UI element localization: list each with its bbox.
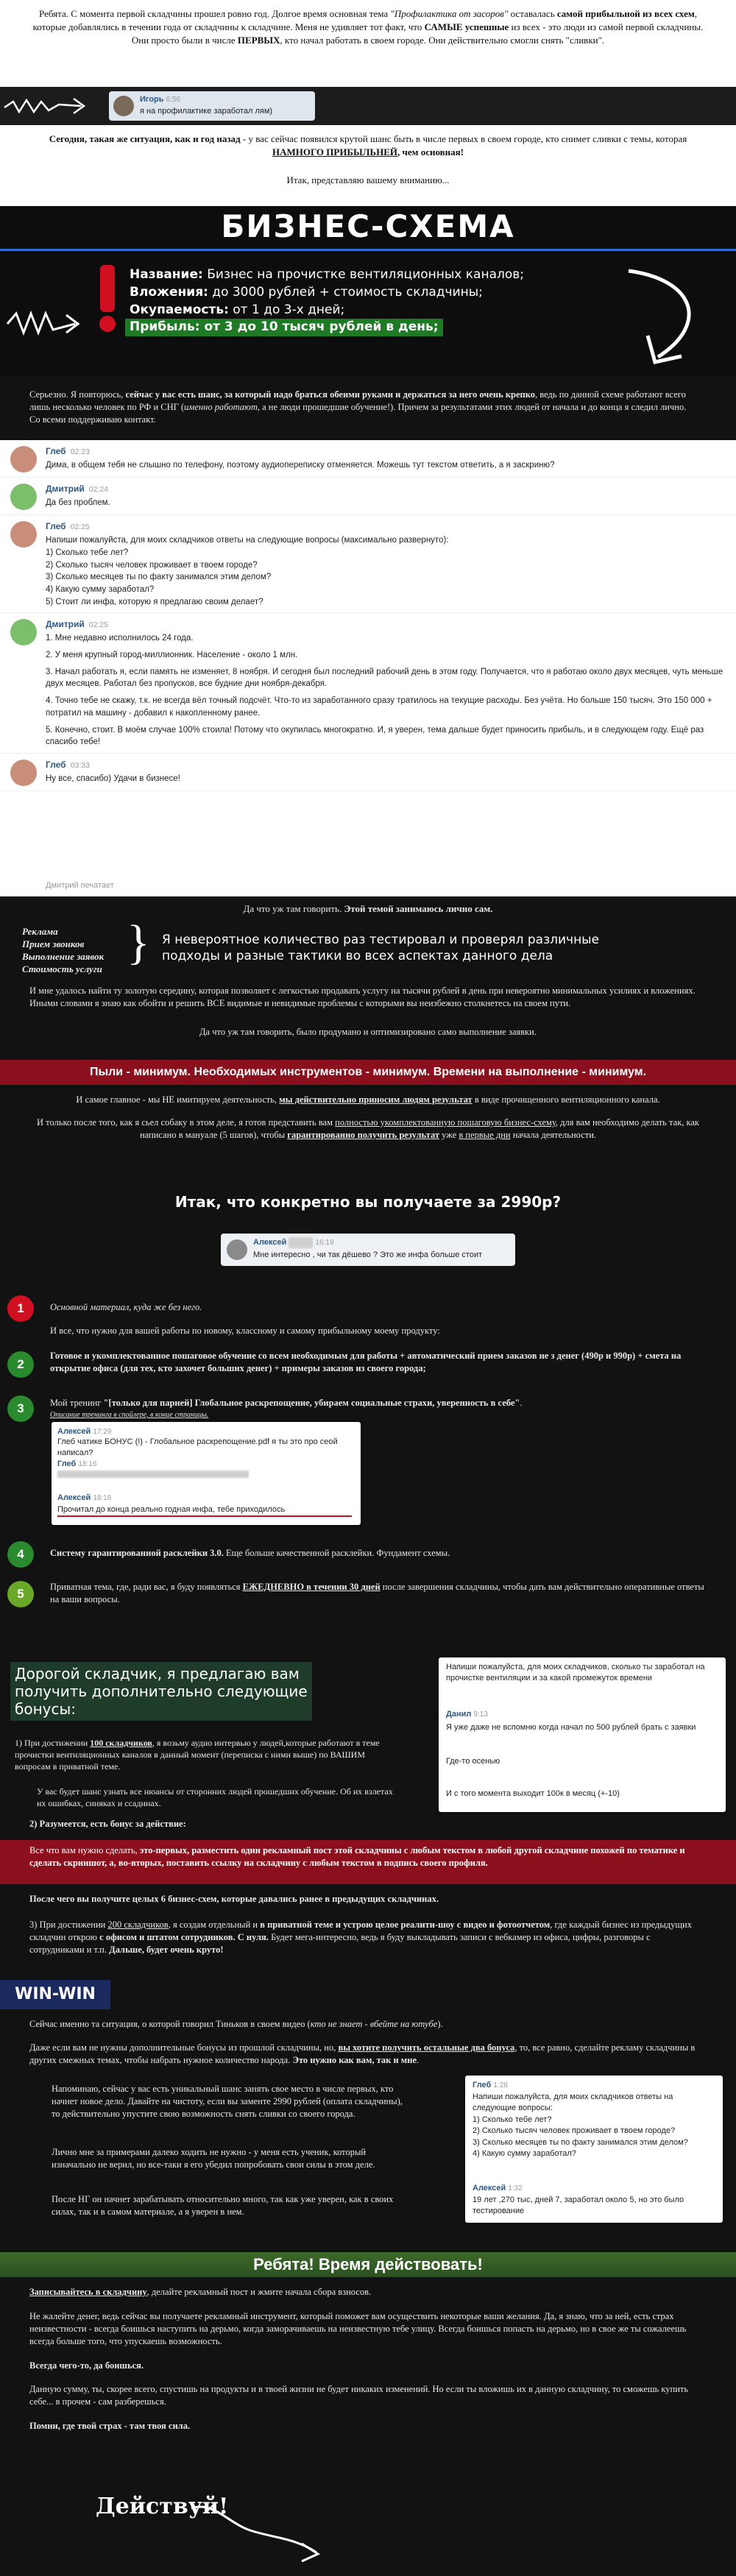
message-time: 1:28: [493, 2081, 508, 2090]
intro-text: оставалась: [508, 8, 557, 19]
message-line: Ну все, спасибо) Удачи в бизнесе!: [46, 774, 180, 784]
bonus-bold: 100 складчиков: [90, 1738, 152, 1748]
item-note: Описание тренинга в спойлере, в конце страницы.: [50, 1411, 209, 1419]
offer-section: [0, 1178, 736, 1295]
after-red-text: Будет мега-интересно, ведь я буду выкладывать записи с вебкамер из офиса, цифры, разговоры с сотрудниками и т.п.: [29, 1931, 651, 1955]
winwin-p2: [29, 2042, 707, 2067]
curved-arrow-icon: [606, 265, 717, 375]
offer-title: Итак, что конкретно вы получаете за 2990р?: [174, 1193, 562, 1211]
action-p1: [29, 2286, 707, 2299]
winwin-text: , то, все равно, сделайте рекламу складчины в других смежных темах, чтобы набрать нужное количество народа.: [29, 2042, 696, 2065]
after-red-bold: Дальше, будет очень круто!: [109, 1944, 224, 1955]
testimonial-screenshot: [52, 1422, 361, 1525]
main-point-paragraph: [29, 1117, 707, 1142]
item-text: Основной материал, куда же без него.: [50, 1302, 202, 1312]
winwin-text: Напоминаю, сейчас у вас есть уникальный шанс занять свое место в числе первых, кто начнет новое дело. Давайте на чистоту, если вы заменте 2990 рублей (оплата складчины), то действительно упустите свою возможность снять сливки со своего города.: [52, 2084, 403, 2119]
item-bold: Систему гарантированной расклейки 3.0.: [50, 1548, 224, 1558]
item-text: Готовое и укомплектованное пошаговое обучение со всем необходимым для работы + автоматический прием заказов не з денег (490р и 990р) + смета на открытие офиса (для тех, кто захочет больших денег) + примеры заказов из своего города;: [50, 1351, 682, 1373]
message-line: Да без проблем.: [46, 498, 110, 508]
item-text-part: Мой тренинг: [50, 1398, 104, 1408]
message-text: Мне интересно , чи так дёшево ? Это же инфа больше стоит: [253, 1250, 483, 1259]
red-action-banner: [0, 1840, 736, 1884]
main-point-paragraph: [29, 1094, 707, 1106]
scheme-value: Бизнес на прочистке вентиляционных каналов;: [202, 267, 524, 282]
dust-banner: Пыли - минимум. Необходимых инструментов - минимум. Времени на выполнение - минимум.: [0, 1060, 736, 1085]
after-red-text: 3) При достижении: [29, 1919, 108, 1930]
message-author: Глеб: [46, 759, 66, 770]
message-time: 03:33: [70, 760, 90, 770]
message-author: Глеб: [57, 1459, 77, 1468]
winwin-bold: Это нужно как вам, так и мне: [292, 2054, 417, 2065]
scheme-label: Прибыль:: [130, 319, 200, 335]
item-text: [50, 1581, 712, 1606]
message-text: 19 лет ,270 тыс, дней 7, заработал около 5, но это было тестирование: [473, 2195, 684, 2216]
winwin-section: [0, 1980, 736, 2252]
message-author: Алексей: [57, 1427, 91, 1436]
intro2-bold: НАМНОГО ПРИБЫЛЬНЕЙ: [272, 146, 397, 158]
activity-item: Прием звонков: [22, 938, 85, 949]
message-line: 3) Сколько месяцев ты по факту занимался этим делом?: [46, 573, 272, 582]
typing-indicator: Дмитрий печатает: [46, 881, 114, 890]
item-number-2: 2: [7, 1351, 34, 1378]
profit-highlight: [125, 319, 443, 336]
intro-bold: ПЕРВЫХ: [237, 35, 280, 46]
intro-paragraph: [29, 7, 707, 48]
avatar: [227, 1239, 247, 1260]
message-text: я на профилактике заработал лям): [140, 107, 273, 116]
message-line: Дима, в общем тебя не слышно по телефону, поэтому аудиопереписку отменяется. Можешь тут текстом ответить, а я заскриню?: [46, 461, 555, 470]
message-author: Алексей: [473, 2184, 506, 2193]
item-number-1: 1: [7, 1295, 34, 1322]
activity-list: [22, 926, 104, 976]
winwin-text: После НГ он начнет зарабатывать относительно много, так как уже уверен, как в своих силах, так и в самом материале, а я уверен в нем.: [52, 2194, 394, 2217]
intro-text: Ребята. С момента первой складчины прошел ровно год. Долгое время основная тема: [39, 8, 391, 19]
items-section: [0, 1295, 736, 1656]
message-time: 17:29: [93, 1428, 112, 1436]
message-text: И с того момента выходит 100к в месяц (+-10): [446, 1789, 620, 1798]
avatar: [10, 484, 37, 510]
scheme-value: от 3 до 10 тысяч рублей в день;: [199, 319, 439, 335]
winwin-p1: [29, 2018, 707, 2031]
swoosh-arrow-icon: [184, 2494, 331, 2567]
intro2-paragraph: [29, 132, 707, 159]
intro2-text: - у вас сейчас появился крутой шанс быть в числе первых в своем городе, кто снимет сливки с темы, которая: [240, 133, 687, 144]
scheme-value: до 3000 рублей + стоимость складчины;: [208, 284, 483, 300]
serious-text: , а не люди прошедшие обучение!). Причем за результатами этих людей от начала и до конца я следил лично.: [257, 401, 687, 412]
winwin-text: Даже если вам не нужны дополнительные бонусы из прошлой складчины, но,: [29, 2042, 339, 2053]
main-text: И только после того, как я сьел собаку в этом деле, я готов представить вам: [37, 1117, 336, 1128]
after-red-text: После чего вы получите целых 6 бизнес-схем, которые давались ранее в предыдущих складчинах.: [29, 1894, 439, 1904]
winwin-text: Лично мне за примерами далеко ходить не нужно - у меня есть ученик, который изначально не верил, но все-таки я его убедил попробовать свои силы в этом деле.: [52, 2147, 375, 2170]
action-text: Данную сумму, ты, скорее всего, спустишь на продукты и в твоей жизни не будет никаких изменений. Но если ты вложишь их в данную складчину, то сможешь купить себе... в прочем - сам разберешься.: [29, 2384, 689, 2407]
after-red-section: [0, 1893, 736, 1974]
scheme-section: [0, 206, 736, 375]
message-line: 1. Мне недавно исполнилось 24 года.: [46, 634, 194, 643]
personal-paragraph: Да что уж там говорить, было продумано и оптимизировано само выполнение заявки.: [199, 1027, 537, 1037]
activity-item: Реклама: [22, 926, 58, 937]
message-line: 2. У меня крупный город-миллионник. Население - около 1 млн.: [46, 651, 298, 660]
intro-section: [0, 0, 736, 206]
message-time: 1:32: [508, 2184, 523, 2193]
message-lines: [473, 2092, 715, 2159]
banner-text: Все что вам нужно сделать,: [29, 1845, 140, 1855]
item-number-5: 5: [7, 1581, 34, 1607]
message-text: Прочитал до конца реально годная инфа, тебе приходилось: [57, 1504, 352, 1517]
chat-message: [0, 440, 736, 478]
after-red-underline: 200 складчиков: [107, 1919, 169, 1930]
intro-text: , которые добавлялись в течении года от складчины к складчине. Меня не удивляет тот факт, что: [32, 8, 697, 33]
intro-text: из всех - это люди из самой первой складчины. Они просто были в числе: [131, 21, 704, 46]
avatar: [10, 521, 37, 548]
bonus-section: [0, 1656, 736, 1831]
message-line: 5) Стоит ли инфа, которую я предлагаю своим делает?: [46, 597, 263, 606]
activity-item: Выполнение заявок: [22, 950, 105, 962]
serious-contact: Со всеми поддерживаю контакт.: [29, 414, 156, 425]
after-red-bold: с офисом и штатом сотрудников. С нуля.: [99, 1931, 269, 1942]
main-text: начала деятельности.: [510, 1129, 597, 1140]
intro2-bold: , чем основная!: [397, 146, 464, 158]
scheme-label: Окупаемость:: [130, 302, 229, 317]
message-time: 16:19: [315, 1239, 334, 1247]
message-time: 02:25: [70, 523, 90, 531]
after-red-bold: в приватной теме и устрою целое реалити-шоу с видео и фотоотчетом: [260, 1919, 551, 1930]
serious-italic: именно работают: [184, 401, 258, 412]
intro-text: , кто начал работать в своем городе. Они действительно смогли снять "сливки".: [280, 35, 605, 46]
intro-topic: "Профилактика от засоров": [390, 8, 509, 19]
personal-line: [74, 902, 662, 916]
scribble-arrow-icon: [0, 87, 103, 125]
message-time: 6:56: [166, 96, 181, 104]
item-text: И все, что нужно для вашей работы по новому, классному и самому прибыльному моему продукту:: [50, 1326, 440, 1336]
message-author: Алексей: [253, 1238, 287, 1247]
message-text: Напиши пожалуйста, для моих складчиков, сколько ты заработал на прочистке вентиляции и за какой промежуток времени: [446, 1663, 705, 1683]
chat-messages: [0, 440, 736, 791]
quote-strip: [0, 87, 736, 125]
message-time: 02:23: [70, 447, 90, 456]
action-text: , делайте рекламный пост и жмите начала сбора взносов.: [146, 2287, 372, 2297]
personal-paragraph: И мне удалось найти ту золотую середину, которая позволяет с легкостью продавать услугу на тысячи рублей в день при невероятно минимальных усилиях и вложениях. Иными словами я знаю как обойти и решить ВСЕ видимые и невидимые проблемы с которыми вы неизбежно столкнетесь на своем пути.: [29, 986, 696, 1008]
intro2-lead: Итак, представляю вашему вниманию...: [286, 174, 450, 185]
blurred-surname: [289, 1237, 313, 1248]
item-number-4: 4: [7, 1541, 34, 1568]
serious-bold: сейчас у вас есть шанс, за который надо браться обеими руками и держаться за него очень крепко: [125, 389, 536, 400]
action-bold: Записывайтесь в складчину: [29, 2287, 147, 2297]
item-text: [50, 1397, 712, 1409]
avatar: [10, 446, 37, 473]
message-line: 1) Сколько тебе лет?: [46, 548, 129, 557]
main-underline: в первые дни: [459, 1129, 511, 1140]
serious-paragraph: [29, 389, 707, 414]
message-author: Дмитрий: [46, 484, 85, 494]
item-bold: "[только для парней] Глобальное раскрепощение, убираем социальные страхи, уверенность в себе": [103, 1398, 520, 1408]
bonus-action-lead: 2) Разумеется, есть бонус за действие:: [29, 1819, 186, 1829]
message-text: Где-то осенью: [446, 1757, 500, 1766]
main-text: И самое главное - мы НЕ имитируем деятельность,: [76, 1094, 280, 1105]
scheme-title: БИЗНЕС-СХЕМА: [221, 208, 515, 244]
chat-log: [0, 440, 736, 896]
message-author: Глеб: [473, 2081, 492, 2090]
winwin-screenshot: [465, 2076, 723, 2223]
bonus-text: У вас будет шанс узнать все нюансы от сторонних людей прошедших обучение. Об их взлетах их ошибках, синяках и ссадинах.: [37, 1786, 393, 1809]
bonus-text: , я возьму аудио интервью у людей,которые работают в теме прочистки вентиляционных каналов в данный момент (переписка с ними выше) по ВАШИМ вопросам в приватной теме.: [15, 1738, 380, 1772]
message-body: [46, 632, 736, 748]
item-text: [50, 1547, 450, 1560]
bonus-text: 1) При достижении: [15, 1738, 91, 1748]
item-number-3: 3: [7, 1395, 34, 1422]
message-line: 2) Сколько тысяч человек проживает в твоем городе?: [46, 560, 258, 570]
action-section: [0, 2286, 736, 2576]
bonus-1: [15, 1737, 397, 1773]
winwin-title: WIN-WIN: [0, 1980, 110, 2009]
main-underline: полностью укомплектованную пошаговую бизнес-схему: [335, 1117, 556, 1128]
message-body: [46, 773, 736, 785]
message-time: 02:25: [88, 620, 109, 630]
message-text: Я уже даже не вспомню когда начал по 500 рублей брать с заявки: [446, 1723, 696, 1732]
main-text: , для вам необходимо делать так, как написано в мануале (5 шагов), чтобы: [139, 1117, 699, 1140]
message-body: [46, 459, 736, 472]
final-call: Действуй!: [96, 2494, 229, 2519]
scheme-label: Вложения:: [130, 284, 208, 300]
message-line: 3. Начал работать я, если память не изменяет, 8 ноября. И сегодня был последний рабочий день в этом году. Получается, что я работаю около двух месяцев, чуть меньше двух месяцев. Работал без пропусков, все будние дни ноября-декабря.: [46, 667, 723, 689]
chat-message: [0, 613, 736, 754]
personal-text: Да что уж там говорить.: [243, 903, 344, 914]
message-time: 9:13: [473, 1710, 488, 1719]
item-text-part: .: [520, 1398, 523, 1408]
item-text-part: Еще больше качественной расклейки. Фундамент схемы.: [223, 1548, 450, 1558]
bonus-title: Дорогой складчик, я предлагаю вам получить дополнительно следующие бонусы:: [10, 1662, 312, 1721]
chat-message: [0, 478, 736, 515]
tested-statement: Я невероятное количество раз тестировал и проверял различные подходы и разные тактики во всех аспектах данного дела: [162, 933, 600, 964]
personal-bold: Этой темой занимаюсь лично сам.: [344, 903, 493, 914]
intro2-bold: Сегодня, такая же ситуация, как и год назад: [49, 133, 241, 144]
scheme-divider: [0, 249, 736, 251]
zigzag-arrow-icon: [4, 294, 85, 353]
serious-section: [0, 375, 736, 434]
message-time: 18:16: [93, 1494, 112, 1502]
activity-item: Стоимость услуги: [22, 963, 102, 974]
message-author: Алексей: [57, 1493, 91, 1502]
message-time: 02:24: [88, 485, 109, 494]
scheme-value: от 1 до 3-х дней;: [228, 302, 345, 317]
bonus-3: [29, 1919, 707, 1956]
message-text: Глеб чатике БОНУС (!) - Глобальное раскрепощение.pdf я ты это про сеой написал?: [57, 1437, 338, 1457]
message-body: [46, 534, 736, 608]
after-red-text: , я создам отдельный и: [168, 1919, 261, 1930]
main-text: в виде прочищенного вентиляционного канала.: [472, 1094, 660, 1105]
action-text: Не жалейте денег, ведь сейчас вы получаете рекламный инструмент, который поможет вам осуществить некоторые ваши желания. Да, я знаю, что за ней, есть страх неизвестности - всегда боишься наступить на дерьмо, когда заморачиваешь на неизвестную тебе улицу. Всегда боишься попасть на дерьмо, но в свое же ты сожалеешь всегда больше того, что упускаешь возможность.: [29, 2310, 687, 2346]
message-line: 5. Конечно, стоит. В моём случае 100% стоила! Потому что окупилась многократно. И, я уверен, тема дальше будет приносить прибыль, и в следующем году. Ещё раз спасибо тебе!: [46, 725, 704, 747]
chat-message: [0, 754, 736, 791]
message-text: 1) Сколько тебе лет?: [473, 2115, 552, 2124]
main-text: уже: [439, 1129, 459, 1140]
offer-message: [221, 1234, 515, 1266]
exclamation-icon: [85, 262, 130, 336]
action-text: Всегда чего-то, да боишься.: [29, 2360, 144, 2371]
blurred-text: [57, 1471, 249, 1478]
message-body: [46, 497, 736, 509]
avatar: [10, 760, 37, 786]
main-bold: гарантированно получить результат: [287, 1129, 440, 1140]
winwin-text: ).: [437, 2019, 443, 2029]
message-line: Напиши пожалуйста, для моих складчиков ответы на следующие вопросы (максимально развернуто):: [46, 536, 449, 545]
message-author: Глеб: [46, 521, 66, 531]
quote-message: [109, 91, 315, 121]
bonus-screenshot: [439, 1657, 726, 1812]
message-text: Напиши пожалуйста, для моих складчиков ответы на следующие вопросы:: [473, 2092, 673, 2113]
message-author: Глеб: [46, 446, 66, 456]
winwin-bold: вы хотите получить остальные два бонуса: [338, 2042, 515, 2053]
action-banner: Ребята! Время действовать!: [0, 2252, 736, 2277]
banner-bold: это-первых, разместить один рекламный пост этой складчины с любым текстом в любой другой складчине похожей по тематике и сделать скриншот, а, во-вторых, поставить ссылку на складчину с любым текстом в подпись своего профиля.: [29, 1845, 685, 1868]
message-text: 4) Какую сумму заработал?: [473, 2148, 576, 2158]
message-author: Данил: [446, 1710, 472, 1719]
winwin-italic: кто не знает - вбейте на ютубе: [310, 2019, 438, 2029]
action-text: Помни, где твой страх - там твоя сила.: [29, 2421, 191, 2432]
item-text-part: Приватная тема, где, ради вас, я буду появляться: [50, 1582, 243, 1592]
main-bold: мы действительно приносим людям результат: [279, 1094, 473, 1105]
message-text: 3) Сколько месяцев ты по факту занимался этим делом?: [473, 2137, 688, 2147]
chat-message: [0, 515, 736, 613]
winwin-text: Сейчас именно та ситуация, о которой говорил Тиньков в своем видео (: [29, 2019, 311, 2029]
personal-section: [0, 896, 736, 1052]
avatar: [10, 619, 37, 645]
serious-text: Серьезно. Я повторюсь,: [29, 389, 126, 400]
message-author: Игорь: [140, 95, 164, 104]
message-line: 4) Какую сумму заработал?: [46, 584, 155, 594]
item-text-part: после завершения складчины, чтобы дать вам действительно оперативные ответы на ваши вопросы.: [50, 1582, 704, 1604]
item-bold: ЕЖЕДНЕВНО в течении 30 дней: [242, 1582, 381, 1592]
winwin-text: .: [417, 2054, 420, 2065]
message-time: 18:16: [78, 1460, 97, 1468]
avatar: [113, 96, 134, 116]
scheme-label: Название:: [130, 267, 203, 282]
serious-text: , ведь по данной схеме работают всего лишь несколько человек по РФ и СНГ (: [29, 389, 686, 412]
intro-bold: САМЫЕ успешные: [424, 21, 509, 33]
after-red-text: , где каждый бизнес из предыдущих складчин открою: [29, 1919, 692, 1942]
scheme-details: [130, 266, 524, 336]
message-line: 4. Точно тебе не скажу, т.к. не всегда вёл точный подсчёт. Что-то из заработанного сразу тратилось на текущие расходы. Без учёта. Но больше 150 тысяч. Это 150 000 + потратил на машину - добавил к накопленному ранее.: [46, 696, 712, 718]
message-text: 2) Сколько тысяч человек проживает в твоем городе?: [473, 2126, 676, 2136]
brace-icon: }: [127, 916, 150, 969]
message-author: Дмитрий: [46, 619, 85, 630]
main-point-section: [0, 1094, 736, 1182]
intro-bold: самой прибыльной из всех схем: [556, 8, 695, 19]
